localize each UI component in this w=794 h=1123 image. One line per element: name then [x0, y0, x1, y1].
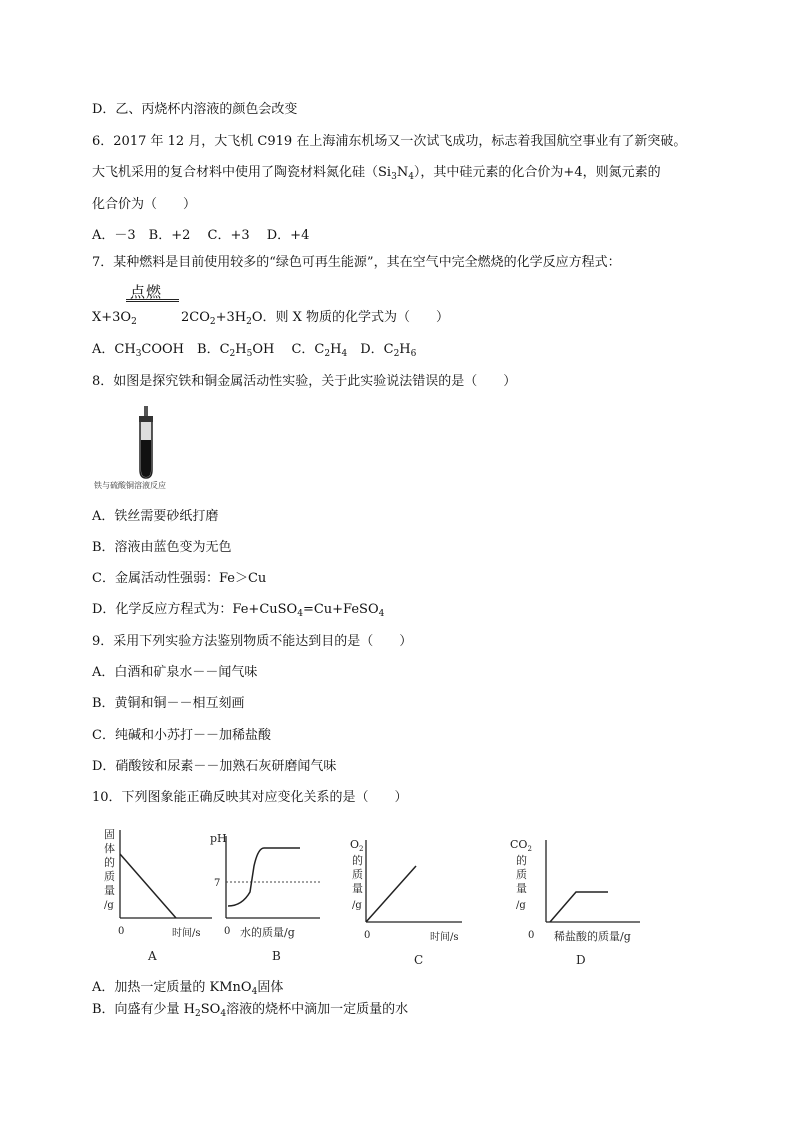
graph-a-ylabel-0: 固	[104, 828, 115, 841]
q10-a-pre: A．加热一定质量的 KMnO	[92, 980, 252, 995]
graph-d-curve	[550, 892, 608, 922]
q6-stem-line2	[92, 164, 661, 182]
q7-opt-d-sub1: 2	[393, 349, 400, 359]
q7-opt-b-post: OH C．C	[252, 342, 325, 357]
graph-a-origin: 0	[118, 926, 125, 937]
graph-d-ylabel-0: 的	[516, 854, 527, 867]
graph-c-ylabel-head	[350, 838, 364, 853]
graph-c-ylabel-2: 量	[352, 882, 363, 895]
graph-d-xlabel: 稀盐酸的质量/g	[554, 930, 631, 943]
graph-c-origin: 0	[364, 930, 371, 941]
graph-a-ylabel-1: 体	[104, 842, 115, 855]
graph-d-ylabel-2: 量	[516, 882, 527, 895]
q7-opt-c-sub1: 2	[324, 349, 331, 359]
q8-option-b: B．溶液由蓝色变为无色	[92, 540, 232, 555]
q8-option-a: A．铁丝需要砂纸打磨	[92, 509, 219, 524]
graph-b-ylabel: pH	[210, 832, 227, 845]
q7-opt-d-mid: H	[399, 342, 411, 357]
q10-graphs	[92, 826, 652, 976]
q10-b-pre: B．向盛有少量 H	[92, 1002, 196, 1017]
q8-figure-caption: 铁与硫酸铜溶液反应	[94, 481, 166, 490]
q7-equation-left	[92, 309, 137, 327]
q8-d-mid: =Cu+FeSO	[302, 602, 379, 617]
graph-b-origin: 0	[224, 926, 231, 937]
q6-line2-post: ），其中硅元素的化合价为+4，则氮元素的	[413, 165, 661, 180]
graph-a-ylabel-2: 的	[104, 856, 115, 869]
q9-option-c: C．纯碱和小苏打－－加稀盐酸	[92, 728, 271, 743]
graph-d-ylabel-3: /g	[516, 900, 526, 911]
q10-b-post: 溶液的烧杯中滴加一定质量的水	[226, 1002, 409, 1017]
q6-sub-3: 3	[391, 172, 397, 182]
eq-right-sub2: 2	[246, 317, 252, 327]
q10-b-sub2: 4	[220, 1009, 227, 1019]
q7-opt-a: A．CH	[92, 342, 136, 357]
q7-opt-b-sub2: 5	[246, 349, 253, 359]
tube-solution	[141, 440, 151, 477]
equation-double-bar	[126, 299, 179, 302]
graph-b-letter: B	[272, 949, 281, 963]
eq-right-sub1: 2	[209, 317, 216, 327]
q9-option-b: B．黄铜和铜－－相互刻画	[92, 696, 245, 711]
q10-b-sub1: 2	[195, 1009, 201, 1019]
q8-d-sub2: 4	[378, 609, 385, 619]
q6-stem-line3: 化合价为（ ）	[92, 197, 197, 212]
q7-opt-d-sub2: 6	[410, 349, 417, 359]
q6-stem-line1: 6．2017 年 12 月，大飞机 C919 在上海浦东机场又一次试飞成功，标志着我国航空事业有了新突破。	[92, 134, 687, 149]
q7-opt-c-sub2: 4	[341, 349, 348, 359]
graph-c-curve	[366, 866, 416, 922]
q7-opt-a-sub: 3	[135, 349, 142, 359]
q6-line2-pre: 大飞机采用的复合材料中使用了陶瓷材料氮化硅（Si	[92, 165, 392, 180]
eq-left: X+3O	[92, 310, 132, 325]
q9-option-a: A．白酒和矿泉水－－闻气味	[92, 665, 258, 680]
q8-d-sub1: 4	[297, 609, 303, 619]
graph-d-ylabel-sub: 2	[527, 845, 532, 853]
graph-b-curve	[228, 848, 300, 906]
graph-c-ylabel-0: 的	[352, 854, 363, 867]
q7-options	[92, 341, 416, 359]
q8-option-d	[92, 601, 384, 619]
q5-option-d: D．乙、丙烧杯内溶液的颜色会改变	[92, 102, 298, 117]
eq-right-mid: +3H	[215, 310, 247, 325]
graph-c-ylabel-3: /g	[352, 900, 362, 911]
q8-option-c: C．金属活动性强弱：Fe＞Cu	[92, 571, 267, 586]
eq-right: 2CO	[181, 310, 210, 325]
graph-a-xlabel: 时间/s	[172, 928, 201, 939]
graph-b-tick: 7	[214, 878, 221, 889]
q10-a-post: 固体	[257, 980, 284, 995]
q6-sub-4: 4	[408, 172, 414, 182]
q7-opt-b-sub1: 2	[229, 349, 236, 359]
q10-option-a	[92, 979, 283, 997]
graph-b-xlabel: 水的质量/g	[240, 926, 295, 939]
q8-d-pre: D．化学反应方程式为：Fe+CuSO	[92, 602, 298, 617]
eq-right-post: O．则 X 物质的化学式为（ ）	[251, 310, 450, 325]
graph-d-ylabel-head-text: CO	[510, 838, 528, 851]
graph-d	[510, 838, 640, 967]
q7-opt-c-mid: H	[330, 342, 342, 357]
eq-left-sub: 2	[131, 317, 137, 327]
q7-opt-d-pre: D．C	[347, 342, 394, 357]
graph-c-letter: C	[414, 953, 424, 967]
graph-a-letter: A	[148, 949, 157, 963]
graph-a-ylabel-3: 质	[104, 870, 115, 883]
graph-a-ylabel-5: /g	[104, 900, 114, 911]
graph-c-ylabel-1: 质	[352, 868, 363, 881]
q8-stem: 8．如图是探究铁和铜金属活动性实验，关于此实验说法错误的是（ ）	[92, 374, 517, 389]
graph-a	[104, 828, 212, 963]
graph-b	[210, 832, 320, 963]
q10-stem: 10．下列图象能正确反映其对应变化关系的是（ ）	[92, 790, 408, 805]
tube-stopper	[139, 416, 153, 422]
graph-c-ylabel-head-text: O	[350, 838, 360, 851]
graph-c-xlabel: 时间/s	[430, 932, 459, 943]
graph-c	[350, 838, 462, 967]
q6-options: A．－3 B．+2 C．+3 D．+4	[92, 228, 310, 243]
q9-stem: 9．采用下列实验方法鉴别物质不能达到目的是（ ）	[92, 634, 413, 649]
q7-opt-b-mid: H	[235, 342, 247, 357]
graph-d-letter: D	[576, 953, 586, 967]
graph-a-ylabel-4: 量	[104, 884, 115, 897]
q7-stem: 7．某种燃料是目前使用较多的“绿色可再生能源”，其在空气中完全燃烧的化学反应方程式：	[92, 255, 621, 270]
reaction-condition: 点燃	[130, 283, 163, 301]
q7-equation-right	[181, 309, 449, 327]
q9-option-d: D．硝酸铵和尿素－－加熟石灰研磨闻气味	[92, 759, 337, 774]
q7-opt-a-post: COOH B．C	[141, 342, 230, 357]
q6-line2-mid: N	[396, 165, 409, 180]
graph-d-ylabel-head	[510, 838, 532, 853]
graph-a-curve	[120, 854, 176, 918]
q10-b-mid: SO	[200, 1002, 221, 1017]
graph-c-ylabel-sub: 2	[359, 845, 364, 853]
q10-option-b	[92, 1001, 408, 1019]
graph-d-origin: 0	[528, 930, 535, 941]
q10-a-sub: 4	[251, 987, 258, 997]
graph-d-ylabel-1: 质	[516, 868, 527, 881]
